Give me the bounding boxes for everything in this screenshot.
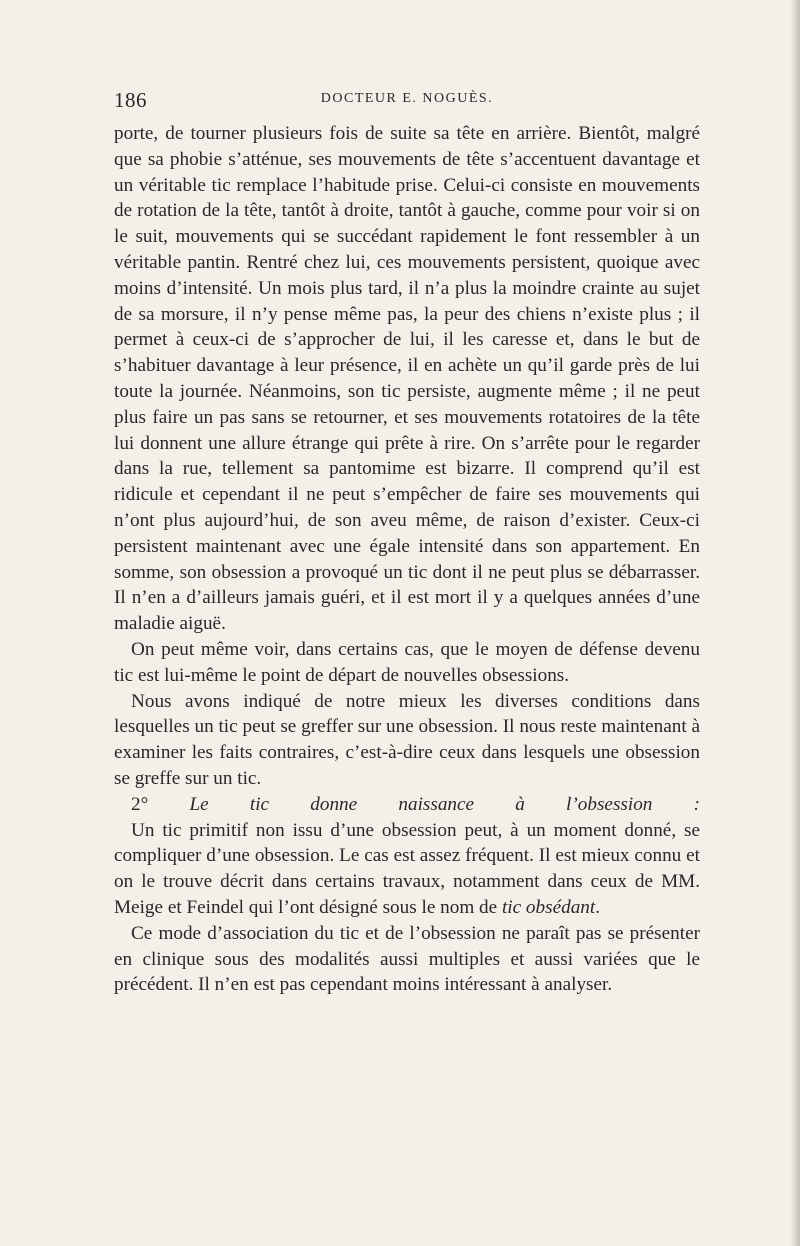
term-tic-obsedant: tic obsédant bbox=[501, 896, 596, 918]
paragraph-continued-case: porte, de tourner plusieurs fois de suite sa tête en arrière. Bientôt, malgré que sa phobie s’atténue, ses mouvements de tête s’accentuent davantage et un véritable tic remplace l’habitude prise. Celui-ci consiste en mouvements de rotation de la tête, tantôt à droite, tantôt à gauche, comme pour voir si on le suit, mouvements qui se succédant rapidement le font ressembler à un véritable pantin. Rentré chez lui, ces mouvements persistent, quoique avec moins d’intensité. Un mois plus tard, il n’a plus la moindre crainte au sujet de sa morsure, il n’y pense même pas, la peur des chiens n’existe plus ; il permet à ceux-ci de s’approcher de lui, il les caresse et, dans le but de s’habituer davantage à leur présence, il en achète un qu’il garde près de lui toute la journée. Néanmoins, son tic persiste, augmente même ; il ne peut plus faire un pas sans se retourner, et ses mouvements rotatoires de la tête lui donnent une allure étrange qui prête à rire. On s’arrête pour le regarder dans la rue, tellement sa pantomime est bizarre. Il comprend qu’il est ridicule et cependant il ne peut s’empêcher de faire ses mouvements qui n’ont plus aujourd’hui, de son aveu même, de raison d’exister. Ceux-ci persistent maintenant avec une égale intensité dans son appartement. En somme, son obsession a provoqué un tic dont il ne peut plus se débarrasser. Il n’en a d’ailleurs jamais guéri, et il est mort il y a quelques années d’une maladie aiguë. bbox=[114, 123, 700, 635]
page-body bbox=[114, 121, 700, 998]
paragraph-defense-obsessions: On peut même voir, dans certains cas, que le moyen de défense devenu tic est lui-même le point de départ de nouvelles obsessions. bbox=[114, 638, 700, 686]
paragraph-conditions: Nous avons indiqué de notre mieux les diverses conditions dans lesquelles un tic peut se greffer sur une obsession. Il nous reste maintenant à examiner les faits contraires, c’est-à-dire ceux dans lesquels une obsession se greffe sur un tic. bbox=[114, 690, 700, 789]
section-heading bbox=[114, 792, 700, 818]
section-number: 2° bbox=[131, 793, 149, 815]
running-head: DOCTEUR E. NOGUÈS. bbox=[320, 91, 494, 106]
page-edge-shadow bbox=[790, 0, 800, 1246]
paragraph-primitive-tic-end: . bbox=[595, 896, 601, 918]
page-header bbox=[114, 88, 700, 114]
paragraph-primitive-tic-text: Un tic primitif non issu d’une obsession peut, à un moment donné, se compliquer d’une obsession. Le cas est assez fréquent. Il est mieux connu et on le trouve décrit dans certains travaux, notamment dans ceux de MM. Meige et Feindel qui l’ont désigné sous le nom de bbox=[114, 819, 700, 918]
paragraph-primitive-tic bbox=[114, 818, 700, 921]
paragraph-association-mode: Ce mode d’association du tic et de l’obsession ne paraît pas se présenter en clinique sous des modalités aussi multiples et aussi variées que le précédent. Il n’en est pas cependant moins intéressant à analyser. bbox=[114, 922, 700, 996]
section-title: Le tic donne naissance à l’obsession : bbox=[189, 793, 701, 815]
page-number: 186 bbox=[114, 88, 147, 112]
